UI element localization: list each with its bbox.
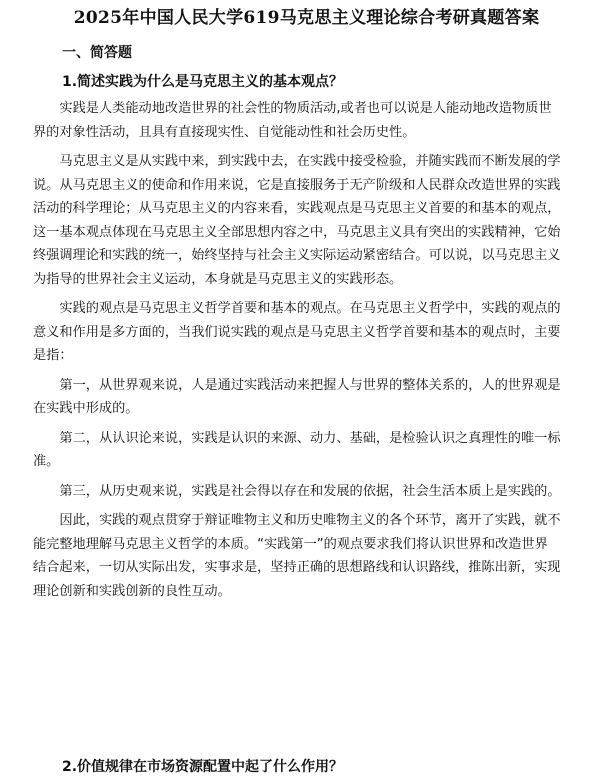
answer-paragraph [33,150,593,291]
paragraph-line: 为指导的世界社会主义运动，本身就是马克思主义的实践形态。 [33,271,403,287]
answer-body [33,97,593,609]
paragraph-line: 意义和作用是多方面的，当我们说实践的观点是马克思主义哲学首要和基本的观点时，主要 [33,324,561,340]
paragraph-line: 马克思主义是从实践中来，到实践中去，在实践中接受检验，并随实践而不断发展的学 [59,154,561,169]
paragraph-line: 这一基本观点体现在马克思主义全部思想内容之中，马克思主义具有突出的实践精神，它始 [33,224,561,240]
paragraph-line: 在实践中形成的。 [33,401,139,416]
paragraph-line: 说。从马克思主义的使命和作用来说，它是直接服务于无产阶级和人民群众改造世界的实践 [33,177,561,193]
answer-paragraph [33,297,593,368]
paragraph-line: 准。 [33,454,60,469]
answer-paragraph [33,97,593,144]
answer-paragraph [33,427,593,474]
answer-paragraph [33,509,593,603]
paragraph-line: 理论创新和实践创新的良性互动。 [33,583,231,599]
question-1-heading: 1.简述实践为什么是马克思主义的基本观点？ [62,74,344,90]
section-heading: 一、简答题 [62,45,132,61]
paragraph-line: 界的对象性活动，且具有直接现实性、自觉能动性和社会历史性。 [33,124,416,140]
paragraph-line: 是指： [33,348,73,363]
document-title: 2025年中国人民大学619马克思主义理论综合考研真题答案 [73,8,540,28]
paragraph-line: 第三，从历史观来说，实践是社会得以存在和发展的依据，社会生活本质上是实践的。 [59,483,561,499]
paragraph-line: 第二，从认识论来说，实践是认识的来源、动力、基础，是检验认识之真理性的唯一标 [59,430,561,446]
paragraph-line: 实践的观点是马克思主义哲学首要和基本的观点。在马克思主义哲学中，实践的观点的 [59,301,561,316]
paragraph-line: 能完整地理解马克思主义哲学的本质。“实践第一”的观点要求我们将认识世界和改造世界 [33,536,548,552]
paragraph-line: 活动的科学理论；从马克思主义的内容来看，实践观点是马克思主义首要的和基本的观点， [33,201,561,216]
paragraph-line: 结合起来，一切从实际出发，实事求是，坚持正确的思想路线和认识路线，推陈出新，实现 [33,560,561,575]
paragraph-line: 因此，实践的观点贯穿于辩证唯物主义和历史唯物主义的各个环节，离开了实践，就不 [59,513,561,528]
paragraph-line: 终强调理论和实践的统一，始终坚持与社会主义实际运动紧密结合。可以说，以马克思主义 [33,248,561,263]
answer-paragraph [33,374,593,421]
answer-paragraph [33,480,593,504]
paragraph-line: 实践是人类能动地改造世界的社会性的物质活动,或者也可以说是人能动地改造物质世 [59,101,552,116]
question-2-heading: 2.价值规律在市场资源配置中起了什么作用？ [62,759,344,775]
paragraph-line: 第一，从世界观来说，人是通过实践活动来把握人与世界的整体关系的，人的世界观是 [59,377,561,393]
